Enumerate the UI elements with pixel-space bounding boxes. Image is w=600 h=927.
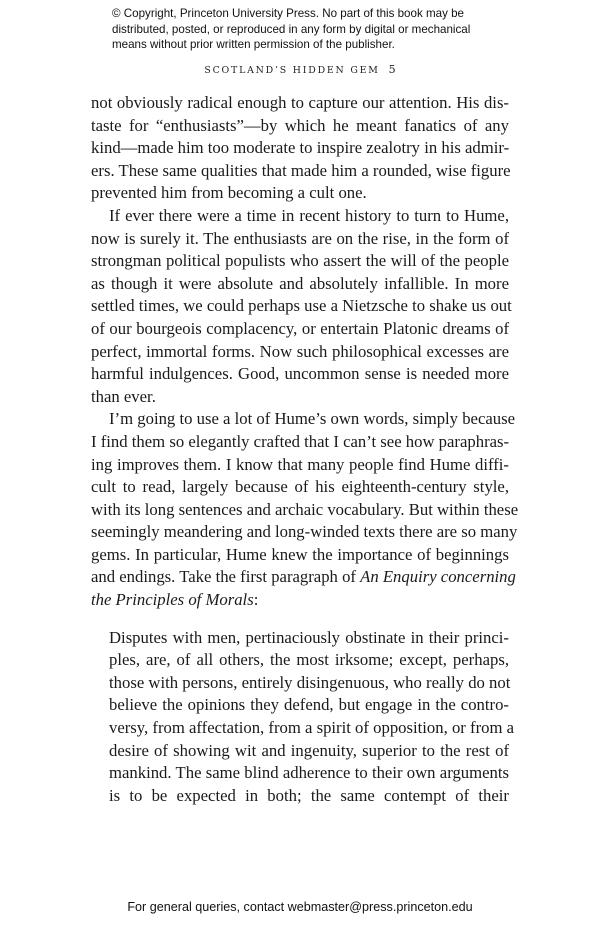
- book-title: the Principles of Morals: [91, 590, 254, 610]
- text-line: not obviously radical enough to capture our attention. His dis-: [91, 93, 509, 112]
- book-title: An Enquiry concerning: [360, 567, 516, 587]
- text-line: kind—made him too moderate to inspire zealotry in his admir-: [91, 138, 510, 158]
- running-head: [0, 63, 600, 76]
- page-number: 5: [388, 63, 396, 76]
- quote-line: those with persons, entirely disingenuous, who really do not: [109, 672, 511, 692]
- text-line: with its long sentences and archaic vocabulary. But within these: [91, 499, 519, 519]
- block-quote: [109, 627, 515, 808]
- paragraph: [91, 205, 512, 408]
- text-line: settled times, we could perhaps use a Nietzsche to shake us out: [91, 296, 512, 316]
- text-line: of our bourgeois complacency, or entertain Platonic dreams of: [91, 318, 509, 338]
- text-line: now is surely it. The enthusiasts are on the rise, in the form of: [91, 228, 509, 248]
- text-line: ing improves them. I know that many people find Hume diffi-: [91, 454, 509, 474]
- punctuation: :: [253, 590, 259, 610]
- copyright-line: distributed, posted, or reproduced in any form by digital or mechanical: [112, 22, 471, 36]
- quote-line: Disputes with men, pertinaciously obstinate in their princi-: [109, 627, 509, 647]
- paragraph: [91, 408, 519, 611]
- text-line: than ever.: [91, 386, 156, 406]
- text-segment: and endings. Take the first paragraph of: [91, 567, 361, 587]
- text-line: [91, 566, 516, 589]
- quote-line: versy, from affectation, from a spirit of opposition, or from a: [109, 718, 515, 738]
- paragraph: [91, 92, 509, 205]
- text-line: strongman political populists who assert the will of the people: [91, 251, 509, 271]
- quote-line: is to be expected in both; the same contempt of their: [109, 785, 509, 805]
- text-line: cult to read, largely because of his eighteenth-century style,: [91, 477, 509, 497]
- quote-line: desire of showing wit and ingenuity, superior to the rest of: [109, 740, 509, 760]
- text-line: perfect, immortal forms. Now such philosophical excesses are: [91, 341, 509, 361]
- copyright-line: © Copyright, Princeton University Press. No part of this book may be: [112, 7, 464, 20]
- text-line: I find them so elegantly crafted that I can’t see how paraphras-: [91, 431, 510, 451]
- quote-line: mankind. The same blind adherence to their own arguments: [109, 763, 509, 783]
- text-line: ers. These same qualities that made him a rounded, wise figure: [91, 160, 511, 180]
- text-line: gems. In particular, Hume knew the importance of beginnings: [91, 544, 509, 564]
- text-line: taste for “enthusiasts”—by which he meant fanatics of any: [91, 115, 509, 135]
- text-line: I’m going to use a lot of Hume’s own words, simply because: [109, 409, 515, 429]
- text-line: If ever there were a time in recent history to turn to Hume,: [109, 205, 509, 225]
- copyright-line: means without prior written permission of the publisher.: [112, 38, 395, 51]
- text-line: seemingly meandering and long-winded texts there are so many: [91, 522, 518, 542]
- text-line: [91, 589, 509, 612]
- copyright-notice: [112, 6, 512, 53]
- quote-line: believe the opinions they defend, but engage in the contro-: [109, 695, 509, 715]
- chapter-title: SCOTLAND’S HIDDEN GEM: [204, 65, 380, 76]
- quote-line: ples, are, of all others, the most irksome; except, perhaps,: [109, 650, 509, 670]
- text-line: as though it were absolute and absolutely infallible. In more: [91, 273, 509, 293]
- footer-contact: For general queries, contact webmaster@press.princeton.edu: [127, 900, 473, 914]
- text-line: harmful indulgences. Good, uncommon sense is needed more: [91, 364, 509, 384]
- text-line: prevented him from becoming a cult one.: [91, 183, 367, 203]
- body-text: [91, 92, 519, 807]
